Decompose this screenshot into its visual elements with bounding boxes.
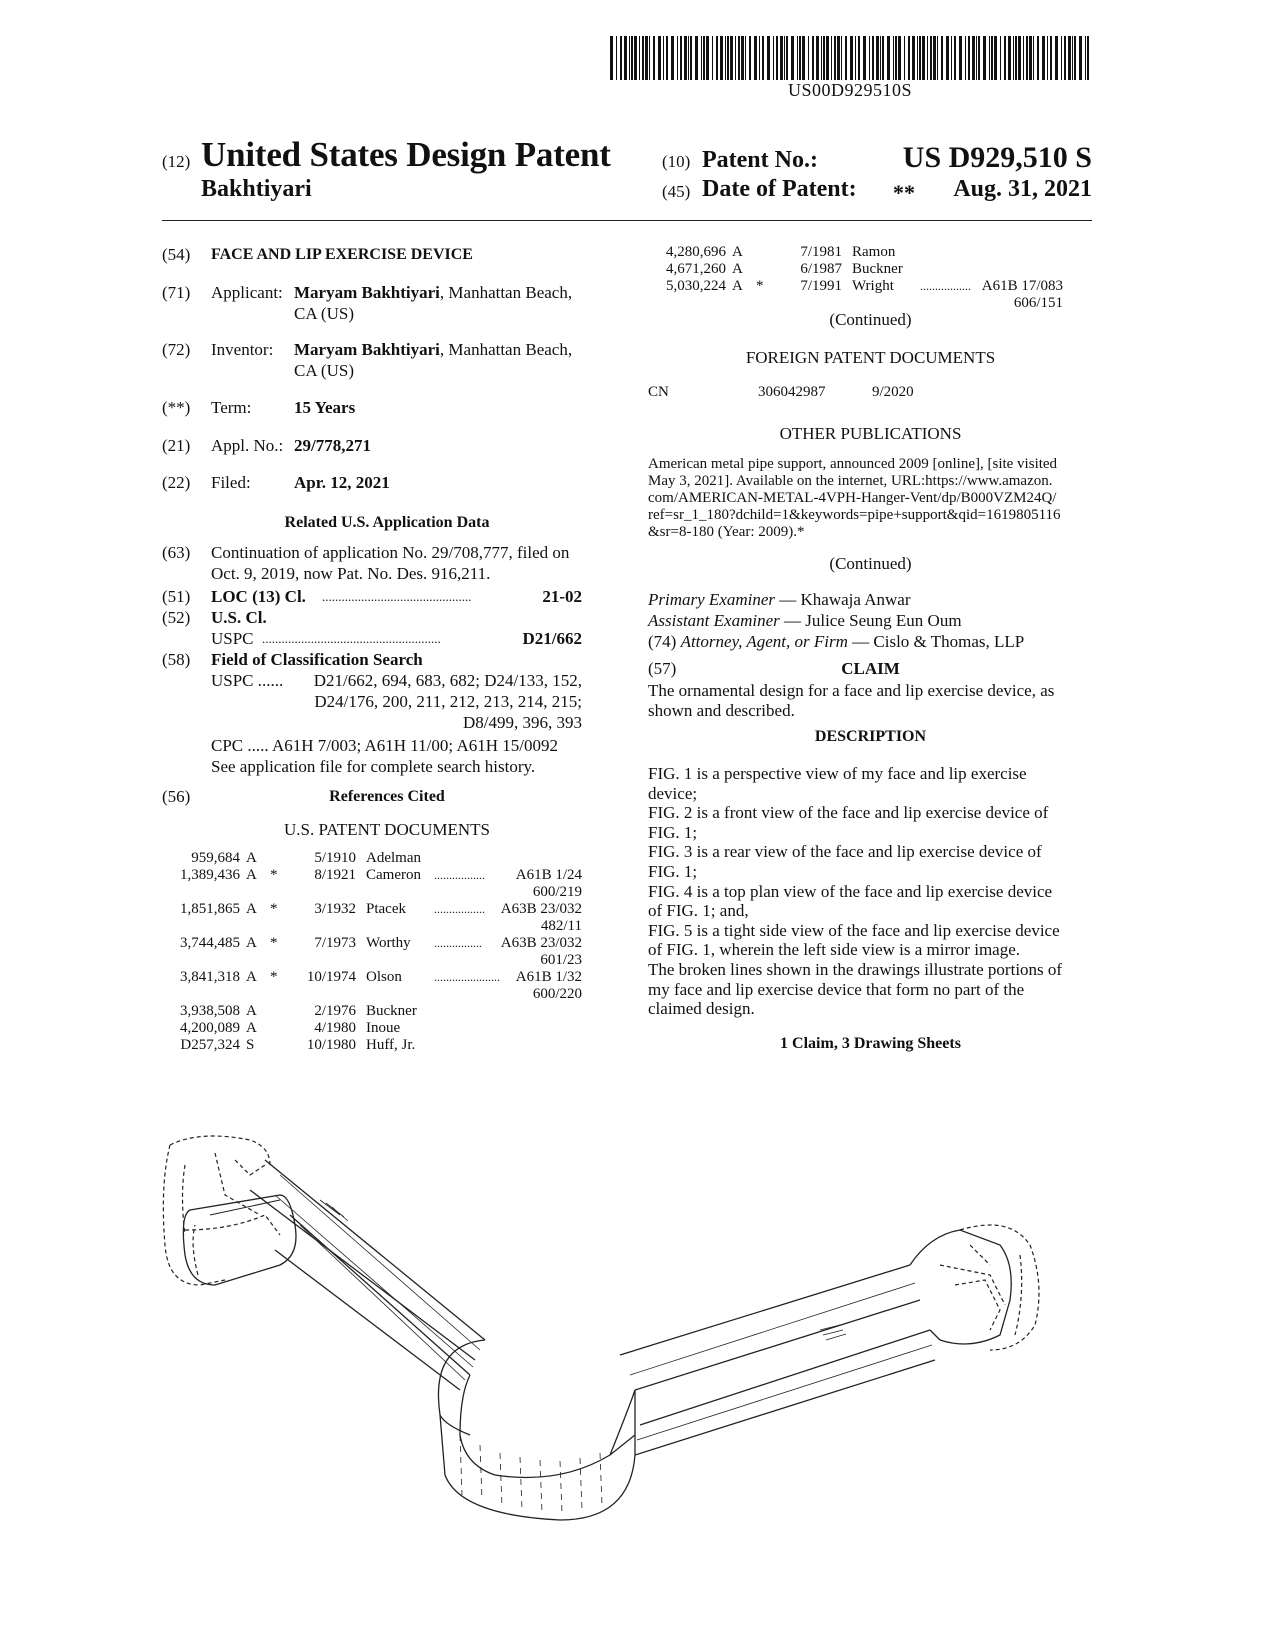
other-publications-heading: OTHER PUBLICATIONS <box>779 424 962 443</box>
description-line: FIG. 1; <box>648 861 698 881</box>
claims-sheets-count: 1 Claim, 3 Drawing Sheets <box>780 1035 961 1052</box>
description-line: my face and lip exercise device that form no part of the <box>648 979 1025 999</box>
claim-text: The ornamental design for a face and lip exercise device, as shown and described. <box>648 681 1055 720</box>
code-45: (45) <box>662 182 691 201</box>
us-patent-docs-heading: U.S. PATENT DOCUMENTS <box>284 820 490 839</box>
description-line: FIG. 4 is a top plan view of the face and lip exercise device <box>648 881 1053 901</box>
u-bend <box>438 1340 635 1520</box>
inventor-surname: Bakhtiyari <box>201 176 312 202</box>
continued-note-1: (Continued) <box>829 310 912 329</box>
patent-date: Aug. 31, 2021 <box>953 176 1092 202</box>
description-line: FIG. 2 is a front view of the face and lip exercise device of <box>648 803 1049 823</box>
description-line: The broken lines shown in the drawings illustrate portions of <box>648 959 1063 979</box>
description-text <box>648 764 1093 1019</box>
related-data-heading: Related U.S. Application Data <box>284 514 490 531</box>
primary-examiner: Primary Examiner — Khawaja Anwar <box>648 590 911 609</box>
device-perspective-drawing <box>140 1135 1140 1615</box>
description-line: FIG. 5 is a tight side view of the face and lip exercise device <box>648 920 1060 940</box>
description-line: FIG. 1 is a perspective view of my face and lip exercise <box>648 764 1027 783</box>
code-10: (10) <box>662 152 691 171</box>
code-12: (12) <box>162 152 191 171</box>
date-stars: ** <box>893 180 915 205</box>
description-line: claimed design. <box>648 999 755 1019</box>
left-end-cap-broken-lines <box>163 1136 280 1285</box>
foreign-docs-heading: FOREIGN PATENT DOCUMENTS <box>745 348 996 367</box>
header-rule <box>162 220 1092 221</box>
publication-citation: American metal pipe support, announced 2009 [online], [site visited May 3, 2021]. Available on the internet, URL:https://www.amazon. com/AMERICAN-METAL-4VPH-Hanger-Vent/dp/B000VZM24Q/ ref=sr_1_180?dchild=1&keywords=pipe+support&qid=1619805116 &sr=8-180 (Year: 2009).* <box>648 456 1061 540</box>
assistant-examiner: Assistant Examiner — Julice Seung Eun Oum <box>648 611 962 630</box>
description-line: of FIG. 1; and, <box>648 901 749 921</box>
date-of-patent-label: Date of Patent: <box>702 176 857 202</box>
description-heading: DESCRIPTION <box>814 728 927 745</box>
invention-title: FACE AND LIP EXERCISE DEVICE <box>211 246 473 263</box>
patent-type-title: United States Design Patent <box>201 135 611 174</box>
description-line: FIG. 3 is a rear view of the face and lip exercise device of <box>648 842 1042 862</box>
description-line: device; <box>648 783 698 803</box>
patent-number: US D929,510 S <box>902 141 1092 174</box>
description-line: of FIG. 1, wherein the left side view is a mirror image. <box>648 940 1021 960</box>
continued-note-2: (Continued) <box>829 554 912 573</box>
barcode-number: US00D929510S <box>787 80 913 100</box>
barcode-image <box>610 36 1090 80</box>
patent-no-label: Patent No.: <box>702 147 818 173</box>
right-end-cap-broken-lines <box>940 1225 1039 1350</box>
description-line: FIG. 1; <box>648 822 698 842</box>
right-bar <box>620 1265 935 1455</box>
attorney: (74) Attorney, Agent, or Firm — Cislo & Thomas, LLP <box>648 632 1025 651</box>
